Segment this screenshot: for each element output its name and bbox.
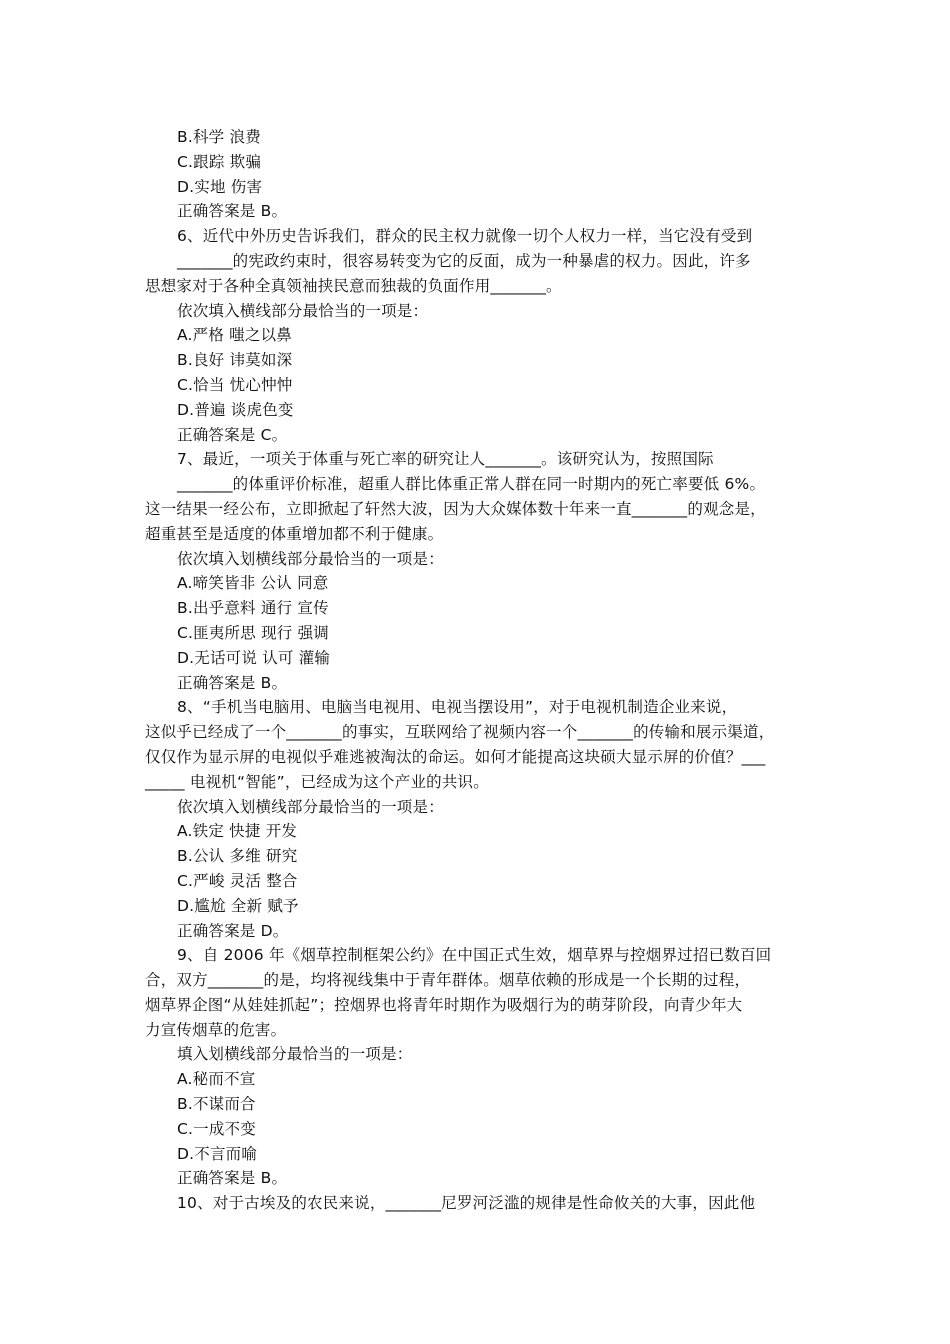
q5-option-b: B.科学 浪费 bbox=[177, 128, 261, 146]
q8-stem-line-3: 仅仅作为显示屏的电视似乎难逃被淘汰的命运。如何才能提高这块硕大显示屏的价值？___ bbox=[145, 747, 766, 766]
q6-option-c: C.恰当 忧心忡忡 bbox=[177, 375, 293, 394]
q7-answer: 正确答案是 B。 bbox=[177, 673, 288, 692]
q8-prompt: 依次填入划横线部分最恰当的一项是： bbox=[177, 797, 444, 816]
q9-answer: 正确答案是 B。 bbox=[177, 1169, 288, 1188]
q8-option-d: D.尴尬 全新 赋予 bbox=[177, 896, 299, 915]
q6-stem-line-1: 6、近代中外历史告诉我们，群众的民主权力就像一切个人权力一样，当它没有受到 bbox=[177, 227, 753, 246]
q7-option-d: D.无话可说 认可 灌输 bbox=[177, 648, 331, 667]
q8-stem-line-2: 这似乎已经成了一个_______的事实，互联网给了视频内容一个_______的传输和展示渠道， bbox=[145, 723, 775, 742]
q8-stem-line-1: 8、“手机当电脑用、电脑当电视用、电视当摆设用”，对于电视机制造企业来说， bbox=[177, 698, 738, 717]
q7-stem-line-3: 这一结果一经公布，立即掀起了轩然大波，因为大众媒体数十年来一直_______的观念是， bbox=[145, 499, 766, 518]
q6-stem-line-2: _______的宪政约束时，很容易转变为它的反面，成为一种暴虐的权力。因此，许多 bbox=[177, 251, 751, 270]
q9-stem-line-4: 力宣传烟草的危害。 bbox=[145, 1020, 287, 1039]
q6-stem-line-3: 思想家对于各种全真领袖挟民意而独裁的负面作用_______。 bbox=[145, 276, 562, 295]
q5-answer: 正确答案是 B。 bbox=[177, 202, 288, 221]
q7-stem-line-1: 7、最近，一项关于体重与死亡率的研究让人_______。该研究认为，按照国际 bbox=[177, 450, 714, 469]
q6-answer: 正确答案是 C。 bbox=[177, 425, 288, 444]
q7-option-b: B.出乎意料 通行 宣传 bbox=[177, 599, 329, 618]
q5-option-c: C.跟踪 欺骗 bbox=[177, 152, 262, 171]
q8-option-b: B.公认 多维 研究 bbox=[177, 847, 298, 866]
q7-stem-line-2: _______的体重评价标准，超重人群比体重正常人群在同一时期内的死亡率要低 6%。 bbox=[177, 475, 766, 494]
q7-prompt: 依次填入划横线部分最恰当的一项是： bbox=[177, 549, 444, 568]
q9-stem-line-3: 烟草界企图“从娃娃抓起”；控烟界也将青年时期作为吸烟行为的萌芽阶段，向青少年大 bbox=[145, 995, 743, 1014]
q10-stem-line-1: 10、对于古埃及的农民来说，_______尼罗河泛滥的规律是性命攸关的大事，因此他 bbox=[177, 1194, 756, 1213]
q6-prompt: 依次填入横线部分最恰当的一项是： bbox=[177, 301, 429, 320]
q9-stem-line-2: 合，双方_______的是，均将视线集中于青年群体。烟草依赖的形成是一个长期的过程， bbox=[145, 971, 751, 990]
q8-answer: 正确答案是 D。 bbox=[177, 921, 289, 940]
q9-stem-line-1: 9、自 2006 年《烟草控制框架公约》在中国正式生效，烟草界与控烟界过招已数百回 bbox=[177, 946, 772, 965]
q9-option-b: B.不谋而合 bbox=[177, 1095, 256, 1114]
q6-option-a: A.严格 嗤之以鼻 bbox=[177, 326, 292, 345]
q7-option-c: C.匪夷所思 现行 强调 bbox=[177, 623, 330, 642]
q8-option-c: C.严峻 灵活 整合 bbox=[177, 871, 298, 890]
q7-option-a: A.啼笑皆非 公认 同意 bbox=[177, 574, 329, 593]
q8-stem-line-4: _____ 电视机“智能”，已经成为这个产业的共识。 bbox=[145, 772, 489, 791]
q6-option-b: B.良好 讳莫如深 bbox=[177, 351, 293, 370]
q6-option-d: D.普遍 谈虎色变 bbox=[177, 400, 294, 419]
q5-option-d: D.实地 伤害 bbox=[177, 177, 263, 196]
q9-option-d: D.不言而喻 bbox=[177, 1144, 258, 1163]
q7-stem-line-4: 超重甚至是适度的体重增加都不利于健康。 bbox=[145, 524, 444, 543]
document-page bbox=[145, 125, 810, 1216]
q9-option-c: C.一成不变 bbox=[177, 1119, 256, 1138]
q9-option-a: A.秘而不宣 bbox=[177, 1070, 256, 1089]
q8-option-a: A.铁定 快捷 开发 bbox=[177, 822, 298, 841]
q9-prompt: 填入划横线部分最恰当的一项是： bbox=[177, 1045, 413, 1064]
